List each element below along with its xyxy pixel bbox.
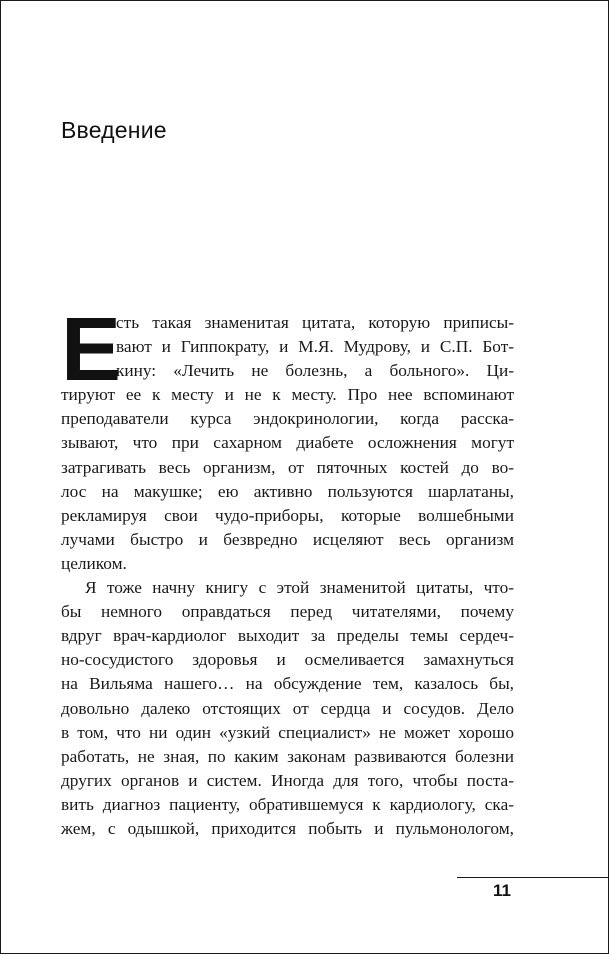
body-text: [61, 300, 514, 841]
text-line: бы немного оправдаться перед читателями, почему: [61, 602, 514, 622]
text-line: преподаватели курса эндокринологии, когда расска-: [61, 409, 514, 429]
text-line: лучами быстро и безвредно исцеляют весь организм: [61, 529, 514, 549]
text-line: рекламируя свои чудо-приборы, которые волшебными: [61, 505, 514, 525]
text-line: вают и Гиппократу, и М.Я. Мудрову, и С.П. Бот-: [116, 337, 514, 357]
text-line: лос на макушке; ею активно пользуются шарлатаны,: [61, 481, 514, 501]
drop-cap: Е: [61, 300, 122, 400]
text-line: сть такая знаменитая цитата, которую приписы-: [116, 313, 514, 332]
text-line: Я тоже начну книгу с этой знаменитой цитаты, что-: [85, 578, 514, 598]
footer-rule: [457, 877, 608, 878]
text-line: вдруг врач-кардиолог выходит за пределы темы сердеч-: [61, 626, 514, 646]
chapter-title: Введение: [61, 117, 167, 143]
text-line: других органов и систем. Иногда для того, чтобы поста-: [61, 770, 514, 790]
page-number: 11: [493, 881, 511, 900]
text-line: в том, что ни один «узкий специалист» не может хорошо: [61, 722, 514, 742]
text-line: работать, не зная, по каким законам развиваются болезни: [61, 746, 514, 766]
text-line: на Вильяма нашего… на обсуждение тем, казалось бы,: [61, 674, 514, 694]
text-line: жем, с одышкой, приходится побыть и пульмонологом,: [61, 818, 514, 838]
text-line: затрагивать весь организм, от пяточных костей до во-: [61, 457, 514, 477]
text-line: кину: «Лечить не болезнь, а больного». Ци-: [116, 361, 514, 381]
text-line: но-сосудистого здоровья и осмеливается замахнуться: [61, 650, 514, 670]
paragraph-2: [61, 576, 514, 841]
text-line: тируют ее к месту и не к месту. Про нее вспоминают: [61, 385, 514, 405]
text-line: зывают, что при сахарном диабете осложнения могут: [61, 433, 514, 453]
text-line: вить диагноз пациенту, обратившемуся к кардиологу, ска-: [61, 794, 514, 814]
paragraph-1: [61, 300, 514, 576]
text-line: целиком.: [61, 553, 127, 573]
text-line: довольно далеко отстоящих от сердца и сосудов. Дело: [61, 698, 514, 718]
